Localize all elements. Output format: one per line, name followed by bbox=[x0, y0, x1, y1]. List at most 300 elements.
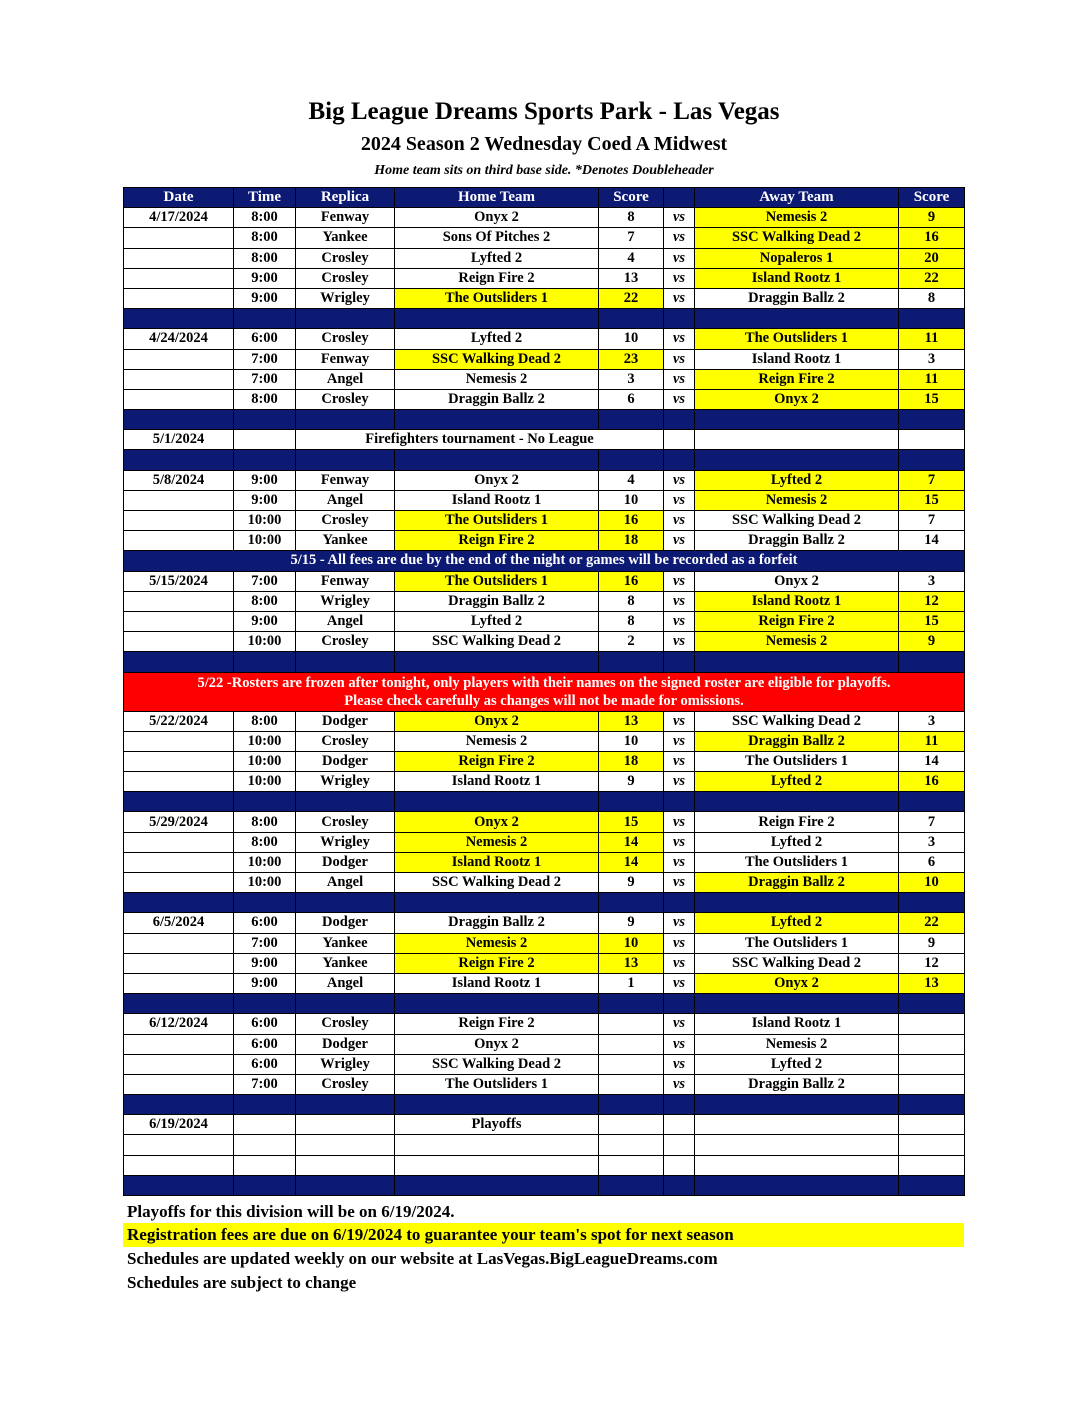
separator-cell bbox=[899, 893, 965, 913]
roster-notice-row bbox=[124, 672, 965, 711]
away-team-cell: Lyfted 2 bbox=[695, 832, 899, 852]
vs-cell: vs bbox=[664, 208, 695, 228]
away-team-cell bbox=[695, 430, 899, 450]
home-team-cell: Onyx 2 bbox=[395, 208, 599, 228]
away-score-cell bbox=[899, 1014, 965, 1034]
vs-cell: vs bbox=[664, 511, 695, 531]
home-team-cell: Draggin Ballz 2 bbox=[395, 591, 599, 611]
home-score-cell: 9 bbox=[599, 772, 664, 792]
vs-cell: vs bbox=[664, 248, 695, 268]
date-cell bbox=[124, 531, 234, 551]
vs-cell: vs bbox=[664, 288, 695, 308]
home-score-cell bbox=[599, 1155, 664, 1175]
vs-cell: vs bbox=[664, 1074, 695, 1094]
away-team-cell: The Outsliders 1 bbox=[695, 933, 899, 953]
separator-cell bbox=[899, 1095, 965, 1115]
separator-cell bbox=[599, 893, 664, 913]
away-team-cell: Island Rootz 1 bbox=[695, 1014, 899, 1034]
separator-cell bbox=[899, 792, 965, 812]
separator-cell bbox=[124, 792, 234, 812]
footer-playoffs-note: Playoffs for this division will be on 6/19/2024. bbox=[127, 1202, 455, 1221]
home-score-cell bbox=[599, 1074, 664, 1094]
game-row bbox=[124, 611, 965, 631]
date-cell bbox=[124, 832, 234, 852]
game-row bbox=[124, 933, 965, 953]
separator-cell bbox=[395, 893, 599, 913]
away-score-cell: 7 bbox=[899, 470, 965, 490]
separator-cell bbox=[395, 450, 599, 470]
replica-cell: Angel bbox=[296, 611, 395, 631]
away-team-cell: Lyfted 2 bbox=[695, 913, 899, 933]
separator-cell bbox=[664, 994, 695, 1014]
home-team-cell: The Outsliders 1 bbox=[395, 1074, 599, 1094]
time-cell: 9:00 bbox=[234, 268, 296, 288]
away-team-cell: Nemesis 2 bbox=[695, 1034, 899, 1054]
home-team-cell: Onyx 2 bbox=[395, 711, 599, 731]
date-cell: 5/15/2024 bbox=[124, 571, 234, 591]
separator-cell bbox=[395, 652, 599, 672]
separator-cell bbox=[664, 792, 695, 812]
game-row bbox=[124, 591, 965, 611]
date-cell: 6/5/2024 bbox=[124, 913, 234, 933]
time-cell: 8:00 bbox=[234, 832, 296, 852]
away-score-cell: 7 bbox=[899, 812, 965, 832]
vs-cell: vs bbox=[664, 349, 695, 369]
time-cell: 9:00 bbox=[234, 470, 296, 490]
home-team-cell: Reign Fire 2 bbox=[395, 953, 599, 973]
away-team-cell: Reign Fire 2 bbox=[695, 812, 899, 832]
roster-notice bbox=[124, 672, 965, 711]
footer-registration-note: Registration fees are due on 6/19/2024 to guarantee your team's spot for next season bbox=[123, 1223, 964, 1247]
time-cell: 8:00 bbox=[234, 812, 296, 832]
replica-cell: Fenway bbox=[296, 571, 395, 591]
game-row bbox=[124, 470, 965, 490]
time-cell: 8:00 bbox=[234, 591, 296, 611]
time-cell: 10:00 bbox=[234, 511, 296, 531]
time-cell: 9:00 bbox=[234, 973, 296, 993]
page-title: Big League Dreams Sports Park - Las Vegas bbox=[308, 98, 780, 125]
away-team-cell: Onyx 2 bbox=[695, 973, 899, 993]
time-cell: 8:00 bbox=[234, 389, 296, 409]
roster-notice-line-2: Please check carefully as changes will not be made for omissions. bbox=[344, 692, 744, 709]
game-row bbox=[124, 268, 965, 288]
replica-cell: Yankee bbox=[296, 953, 395, 973]
date-cell bbox=[124, 751, 234, 771]
date-cell: 4/24/2024 bbox=[124, 329, 234, 349]
time-cell bbox=[234, 1135, 296, 1155]
home-score-cell: 14 bbox=[599, 832, 664, 852]
home-team-cell: The Outsliders 1 bbox=[395, 571, 599, 591]
home-score-cell: 13 bbox=[599, 268, 664, 288]
away-team-cell: Island Rootz 1 bbox=[695, 591, 899, 611]
date-cell bbox=[124, 490, 234, 510]
separator-cell bbox=[664, 309, 695, 329]
away-score-cell: 9 bbox=[899, 208, 965, 228]
away-score-cell: 15 bbox=[899, 389, 965, 409]
vs-cell: vs bbox=[664, 228, 695, 248]
separator-cell bbox=[124, 309, 234, 329]
away-team-cell: Draggin Ballz 2 bbox=[695, 873, 899, 893]
away-score-cell: 3 bbox=[899, 349, 965, 369]
separator-cell bbox=[599, 792, 664, 812]
replica-cell: Wrigley bbox=[296, 591, 395, 611]
away-team-cell: Reign Fire 2 bbox=[695, 369, 899, 389]
separator-cell bbox=[695, 450, 899, 470]
separator-cell bbox=[899, 410, 965, 430]
table-header-row bbox=[124, 188, 965, 208]
replica-cell: Crosley bbox=[296, 329, 395, 349]
date-cell bbox=[124, 953, 234, 973]
away-score-cell: 22 bbox=[899, 913, 965, 933]
away-score-cell: 11 bbox=[899, 731, 965, 751]
replica-cell: Crosley bbox=[296, 268, 395, 288]
home-team-cell: Reign Fire 2 bbox=[395, 1014, 599, 1034]
time-cell: 10:00 bbox=[234, 632, 296, 652]
time-cell: 7:00 bbox=[234, 369, 296, 389]
replica-cell: Crosley bbox=[296, 812, 395, 832]
game-row bbox=[124, 1115, 965, 1135]
time-cell: 6:00 bbox=[234, 1014, 296, 1034]
separator-cell bbox=[899, 1175, 965, 1195]
away-team-cell: Nemesis 2 bbox=[695, 490, 899, 510]
game-row bbox=[124, 208, 965, 228]
home-score-cell: 13 bbox=[599, 711, 664, 731]
home-score-cell: 8 bbox=[599, 208, 664, 228]
time-cell bbox=[234, 1115, 296, 1135]
vs-cell bbox=[664, 430, 695, 450]
col-header-vs bbox=[664, 188, 695, 208]
separator-row bbox=[124, 652, 965, 672]
time-cell bbox=[234, 1155, 296, 1175]
separator-cell bbox=[695, 1175, 899, 1195]
home-score-cell: 18 bbox=[599, 751, 664, 771]
separator-cell bbox=[124, 450, 234, 470]
away-score-cell: 9 bbox=[899, 632, 965, 652]
away-score-cell bbox=[899, 1135, 965, 1155]
separator-row bbox=[124, 309, 965, 329]
separator-cell bbox=[664, 652, 695, 672]
away-team-cell: Island Rootz 1 bbox=[695, 349, 899, 369]
game-row bbox=[124, 571, 965, 591]
separator-row bbox=[124, 792, 965, 812]
separator-cell bbox=[124, 652, 234, 672]
replica-cell bbox=[296, 1155, 395, 1175]
home-score-cell: 10 bbox=[599, 329, 664, 349]
replica-cell: Yankee bbox=[296, 531, 395, 551]
replica-cell: Fenway bbox=[296, 349, 395, 369]
home-score-cell: 1 bbox=[599, 973, 664, 993]
event-text: Firefighters tournament - No League bbox=[296, 430, 664, 450]
separator-cell bbox=[695, 893, 899, 913]
page-subtitle: 2024 Season 2 Wednesday Coed A Midwest bbox=[360, 133, 728, 155]
separator-cell bbox=[296, 994, 395, 1014]
separator-cell bbox=[695, 652, 899, 672]
home-score-cell: 7 bbox=[599, 228, 664, 248]
away-score-cell: 16 bbox=[899, 228, 965, 248]
time-cell bbox=[234, 430, 296, 450]
away-team-cell bbox=[695, 1135, 899, 1155]
home-team-cell: Playoffs bbox=[395, 1115, 599, 1135]
away-team-cell: Onyx 2 bbox=[695, 571, 899, 591]
separator-row bbox=[124, 1095, 965, 1115]
vs-cell: vs bbox=[664, 852, 695, 872]
vs-cell: vs bbox=[664, 531, 695, 551]
away-score-cell: 13 bbox=[899, 973, 965, 993]
home-score-cell: 23 bbox=[599, 349, 664, 369]
home-team-cell: Onyx 2 bbox=[395, 812, 599, 832]
home-score-cell: 2 bbox=[599, 632, 664, 652]
game-row bbox=[124, 913, 965, 933]
date-cell bbox=[124, 933, 234, 953]
col-header-time: Time bbox=[234, 188, 296, 208]
home-team-cell: Island Rootz 1 bbox=[395, 852, 599, 872]
away-score-cell: 16 bbox=[899, 772, 965, 792]
away-team-cell: Nemesis 2 bbox=[695, 208, 899, 228]
replica-cell: Wrigley bbox=[296, 772, 395, 792]
time-cell: 8:00 bbox=[234, 228, 296, 248]
col-header-replica: Replica bbox=[296, 188, 395, 208]
separator-cell bbox=[695, 994, 899, 1014]
vs-cell: vs bbox=[664, 1054, 695, 1074]
date-cell bbox=[124, 973, 234, 993]
home-score-cell: 18 bbox=[599, 531, 664, 551]
separator-cell bbox=[599, 309, 664, 329]
away-score-cell: 3 bbox=[899, 571, 965, 591]
replica-cell: Crosley bbox=[296, 632, 395, 652]
game-row bbox=[124, 490, 965, 510]
game-row bbox=[124, 1034, 965, 1054]
time-cell: 7:00 bbox=[234, 1074, 296, 1094]
vs-cell: vs bbox=[664, 470, 695, 490]
game-row bbox=[124, 632, 965, 652]
date-cell: 5/22/2024 bbox=[124, 711, 234, 731]
game-row bbox=[124, 953, 965, 973]
home-team-cell: Onyx 2 bbox=[395, 470, 599, 490]
away-team-cell: Draggin Ballz 2 bbox=[695, 531, 899, 551]
away-team-cell bbox=[695, 1155, 899, 1175]
home-score-cell: 4 bbox=[599, 470, 664, 490]
time-cell: 10:00 bbox=[234, 873, 296, 893]
separator-cell bbox=[296, 309, 395, 329]
date-cell: 6/12/2024 bbox=[124, 1014, 234, 1034]
away-score-cell: 9 bbox=[899, 933, 965, 953]
separator-cell bbox=[234, 1175, 296, 1195]
time-cell: 8:00 bbox=[234, 248, 296, 268]
game-row bbox=[124, 772, 965, 792]
away-team-cell: Reign Fire 2 bbox=[695, 611, 899, 631]
separator-cell bbox=[664, 410, 695, 430]
footer-website-note: Schedules are updated weekly on our website at LasVegas.BigLeagueDreams.com bbox=[127, 1249, 718, 1268]
away-team-cell: Lyfted 2 bbox=[695, 470, 899, 490]
footer-change-note: Schedules are subject to change bbox=[127, 1273, 357, 1292]
separator-cell bbox=[664, 1175, 695, 1195]
separator-cell bbox=[296, 652, 395, 672]
time-cell: 9:00 bbox=[234, 288, 296, 308]
home-team-cell: The Outsliders 1 bbox=[395, 511, 599, 531]
home-score-cell: 3 bbox=[599, 369, 664, 389]
home-team-cell: SSC Walking Dead 2 bbox=[395, 632, 599, 652]
separator-cell bbox=[599, 1095, 664, 1115]
replica-cell: Dodger bbox=[296, 913, 395, 933]
home-score-cell bbox=[599, 1115, 664, 1135]
vs-cell bbox=[664, 1155, 695, 1175]
replica-cell: Dodger bbox=[296, 711, 395, 731]
replica-cell: Dodger bbox=[296, 751, 395, 771]
game-row bbox=[124, 973, 965, 993]
vs-cell: vs bbox=[664, 329, 695, 349]
separator-cell bbox=[296, 1175, 395, 1195]
home-team-cell: Onyx 2 bbox=[395, 1034, 599, 1054]
separator-cell bbox=[234, 652, 296, 672]
away-score-cell: 8 bbox=[899, 288, 965, 308]
away-score-cell bbox=[899, 1155, 965, 1175]
separator-cell bbox=[899, 994, 965, 1014]
time-cell: 10:00 bbox=[234, 852, 296, 872]
home-team-cell: Reign Fire 2 bbox=[395, 751, 599, 771]
separator-cell bbox=[899, 652, 965, 672]
separator-cell bbox=[599, 994, 664, 1014]
header-note: Home team sits on third base side. *Denotes Doubleheader bbox=[374, 163, 714, 178]
separator-cell bbox=[296, 410, 395, 430]
replica-cell: Crosley bbox=[296, 1014, 395, 1034]
away-score-cell: 11 bbox=[899, 329, 965, 349]
game-row bbox=[124, 248, 965, 268]
away-score-cell bbox=[899, 1074, 965, 1094]
date-cell bbox=[124, 228, 234, 248]
home-team-cell: SSC Walking Dead 2 bbox=[395, 1054, 599, 1074]
separator-cell bbox=[234, 893, 296, 913]
separator-cell bbox=[899, 309, 965, 329]
game-row bbox=[124, 329, 965, 349]
vs-cell: vs bbox=[664, 1034, 695, 1054]
date-cell bbox=[124, 268, 234, 288]
date-cell: 6/19/2024 bbox=[124, 1115, 234, 1135]
home-score-cell: 10 bbox=[599, 731, 664, 751]
home-score-cell: 15 bbox=[599, 812, 664, 832]
time-cell: 7:00 bbox=[234, 571, 296, 591]
replica-cell: Angel bbox=[296, 490, 395, 510]
replica-cell: Angel bbox=[296, 369, 395, 389]
home-score-cell: 8 bbox=[599, 591, 664, 611]
date-cell bbox=[124, 772, 234, 792]
time-cell: 7:00 bbox=[234, 349, 296, 369]
away-score-cell: 22 bbox=[899, 268, 965, 288]
replica-cell: Wrigley bbox=[296, 288, 395, 308]
separator-cell bbox=[124, 893, 234, 913]
time-cell: 6:00 bbox=[234, 913, 296, 933]
home-team-cell: Nemesis 2 bbox=[395, 369, 599, 389]
home-team-cell: Island Rootz 1 bbox=[395, 490, 599, 510]
time-cell: 9:00 bbox=[234, 953, 296, 973]
away-score-cell: 14 bbox=[899, 531, 965, 551]
home-team-cell: SSC Walking Dead 2 bbox=[395, 873, 599, 893]
home-team-cell: SSC Walking Dead 2 bbox=[395, 349, 599, 369]
home-team-cell: Nemesis 2 bbox=[395, 933, 599, 953]
fee-notice: 5/15 - All fees are due by the end of the night or games will be recorded as a forfeit bbox=[124, 551, 965, 571]
vs-cell: vs bbox=[664, 832, 695, 852]
home-team-cell: Lyfted 2 bbox=[395, 611, 599, 631]
vs-cell: vs bbox=[664, 389, 695, 409]
date-cell: 5/1/2024 bbox=[124, 430, 234, 450]
home-score-cell: 10 bbox=[599, 490, 664, 510]
away-score-cell bbox=[899, 430, 965, 450]
away-team-cell: SSC Walking Dead 2 bbox=[695, 711, 899, 731]
date-cell bbox=[124, 389, 234, 409]
away-score-cell: 14 bbox=[899, 751, 965, 771]
away-team-cell: The Outsliders 1 bbox=[695, 751, 899, 771]
home-score-cell: 16 bbox=[599, 571, 664, 591]
replica-cell: Dodger bbox=[296, 1034, 395, 1054]
away-score-cell: 15 bbox=[899, 611, 965, 631]
away-team-cell: The Outsliders 1 bbox=[695, 852, 899, 872]
date-cell: 5/8/2024 bbox=[124, 470, 234, 490]
separator-cell bbox=[899, 450, 965, 470]
separator-cell bbox=[395, 792, 599, 812]
away-team-cell: SSC Walking Dead 2 bbox=[695, 228, 899, 248]
separator-cell bbox=[296, 1095, 395, 1115]
date-cell bbox=[124, 1135, 234, 1155]
game-row bbox=[124, 812, 965, 832]
home-team-cell: Lyfted 2 bbox=[395, 329, 599, 349]
separator-cell bbox=[599, 450, 664, 470]
separator-cell bbox=[234, 792, 296, 812]
away-score-cell: 7 bbox=[899, 511, 965, 531]
home-score-cell bbox=[599, 1034, 664, 1054]
separator-cell bbox=[296, 792, 395, 812]
game-row bbox=[124, 711, 965, 731]
home-score-cell: 6 bbox=[599, 389, 664, 409]
home-score-cell: 16 bbox=[599, 511, 664, 531]
home-team-cell bbox=[395, 1155, 599, 1175]
game-row bbox=[124, 1054, 965, 1074]
vs-cell: vs bbox=[664, 369, 695, 389]
separator-cell bbox=[695, 1095, 899, 1115]
home-score-cell: 9 bbox=[599, 913, 664, 933]
replica-cell: Yankee bbox=[296, 933, 395, 953]
date-cell bbox=[124, 632, 234, 652]
home-team-cell: The Outsliders 1 bbox=[395, 288, 599, 308]
replica-cell: Angel bbox=[296, 873, 395, 893]
separator-row bbox=[124, 994, 965, 1014]
game-row bbox=[124, 731, 965, 751]
replica-cell: Crosley bbox=[296, 389, 395, 409]
replica-cell: Yankee bbox=[296, 228, 395, 248]
home-team-cell bbox=[395, 1135, 599, 1155]
separator-cell bbox=[695, 410, 899, 430]
home-score-cell: 22 bbox=[599, 288, 664, 308]
game-row bbox=[124, 288, 965, 308]
away-score-cell: 3 bbox=[899, 832, 965, 852]
game-row bbox=[124, 1074, 965, 1094]
away-team-cell: Nemesis 2 bbox=[695, 632, 899, 652]
home-score-cell bbox=[599, 1014, 664, 1034]
home-team-cell: Nemesis 2 bbox=[395, 731, 599, 751]
home-team-cell: Island Rootz 1 bbox=[395, 772, 599, 792]
away-score-cell: 12 bbox=[899, 953, 965, 973]
away-team-cell: Lyfted 2 bbox=[695, 772, 899, 792]
separator-cell bbox=[234, 994, 296, 1014]
replica-cell: Fenway bbox=[296, 470, 395, 490]
away-team-cell: SSC Walking Dead 2 bbox=[695, 953, 899, 973]
separator-cell bbox=[395, 994, 599, 1014]
vs-cell: vs bbox=[664, 591, 695, 611]
away-team-cell: Lyfted 2 bbox=[695, 1054, 899, 1074]
vs-cell: vs bbox=[664, 812, 695, 832]
away-team-cell: Draggin Ballz 2 bbox=[695, 1074, 899, 1094]
date-cell bbox=[124, 369, 234, 389]
home-score-cell: 9 bbox=[599, 873, 664, 893]
date-cell bbox=[124, 873, 234, 893]
